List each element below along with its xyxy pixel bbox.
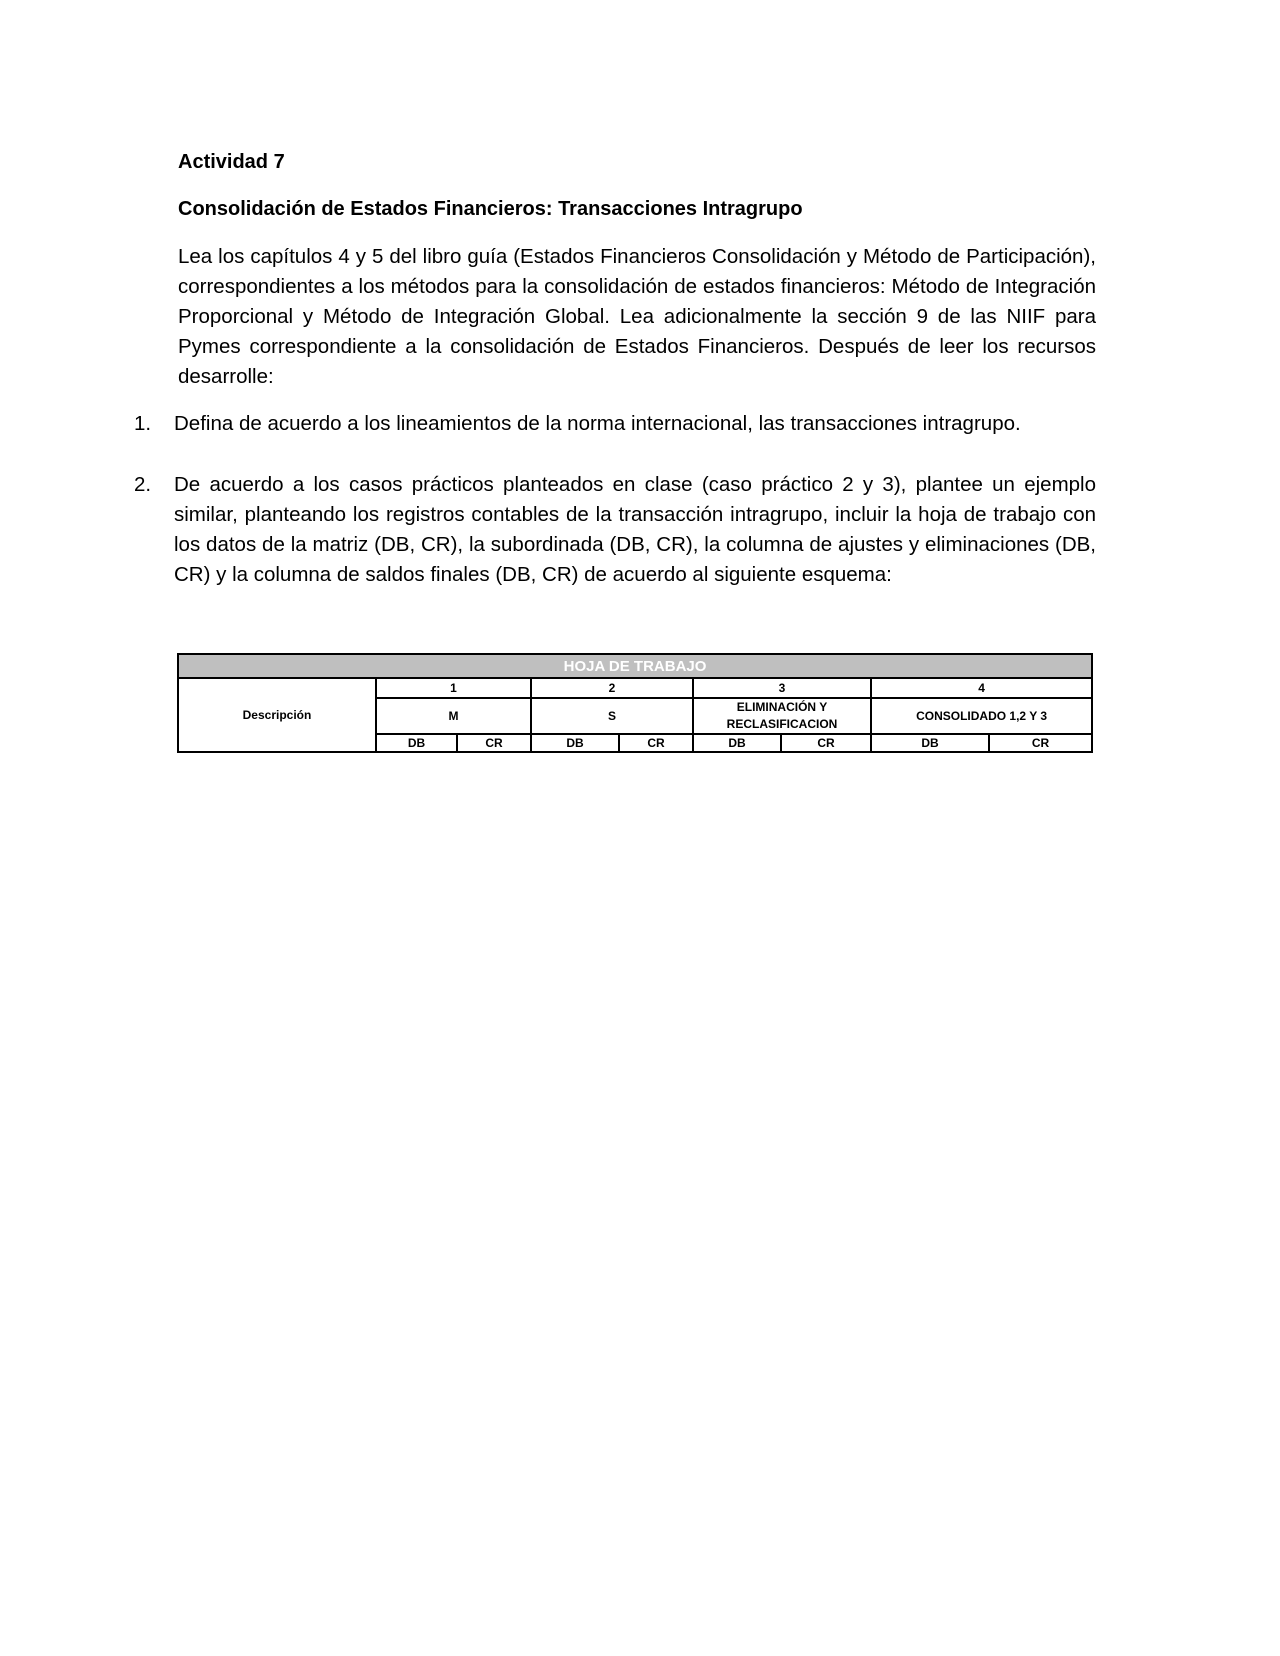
debit-header: DB: [693, 734, 781, 752]
credit-header: CR: [781, 734, 871, 752]
column-name-consolidated: CONSOLIDADO 1,2 Y 3: [871, 698, 1092, 734]
column-name-elimination: ELIMINACIÓN Y RECLASIFICACION: [693, 698, 871, 734]
credit-header: CR: [619, 734, 693, 752]
column-number: 4: [871, 678, 1092, 698]
intro-paragraph: Lea los capítulos 4 y 5 del libro guía (Estados Financieros Consolidación y Método de Participación), correspondientes a los métodos para la consolidación de estados financieros: Método de Integración Proporcional y Método de Integración Global. Lea adicionalmente la sección 9 de las NIIF para Pymes correspondiente a la consolidación de Estados Financieros. Después de leer los recursos desarrolle:: [178, 245, 1096, 388]
column-name-s: S: [531, 698, 693, 734]
list-item-text: Defina de acuerdo a los lineamientos de la norma internacional, las transacciones intragrupo.: [174, 412, 1021, 435]
column-name-m: M: [376, 698, 531, 734]
credit-header: CR: [457, 734, 531, 752]
activity-title: Actividad 7: [178, 151, 285, 173]
column-number: 2: [531, 678, 693, 698]
description-header: Descripción: [178, 678, 376, 752]
debit-header: DB: [871, 734, 989, 752]
debit-header: DB: [531, 734, 619, 752]
debit-header: DB: [376, 734, 457, 752]
list-item-text: De acuerdo a los casos prácticos planteados en clase (caso práctico 2 y 3), plantee un ejemplo similar, planteando los registros contables de la transacción intragrupo, incluir la hoja de trabajo con los datos de la matriz (DB, CR), la subordinada (DB, CR), la columna de ajustes y eliminaciones (DB, CR) y la columna de saldos finales (DB, CR) de acuerdo al siguiente esquema:: [174, 473, 1096, 586]
activity-subtitle: Consolidación de Estados Financieros: Transacciones Intragrupo: [178, 198, 803, 220]
list-item-number: 1.: [134, 412, 152, 435]
worksheet-table: [177, 653, 1093, 753]
worksheet-banner: HOJA DE TRABAJO: [178, 654, 1092, 678]
column-number: 3: [693, 678, 871, 698]
list-item: [134, 470, 1096, 590]
column-number: 1: [376, 678, 531, 698]
list-item-number: 2.: [134, 473, 152, 496]
credit-header: CR: [989, 734, 1092, 752]
list-item: [134, 409, 1096, 439]
